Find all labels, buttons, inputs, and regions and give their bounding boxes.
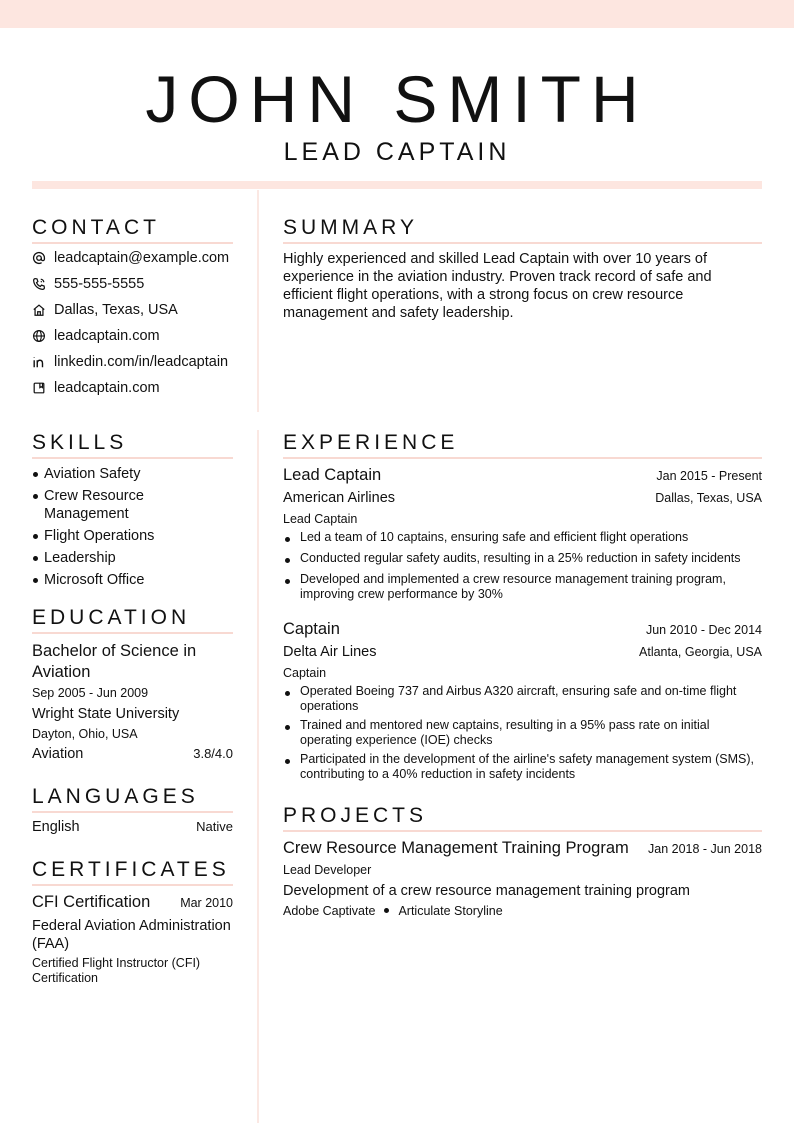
job-location: Dallas, Texas, USA <box>655 491 762 505</box>
skill-item: Leadership <box>32 549 232 567</box>
education-location: Dayton, Ohio, USA <box>32 727 138 741</box>
job-dates: Jan 2015 - Present <box>656 469 762 483</box>
tool-separator-dot <box>384 908 389 913</box>
job-location: Atlanta, Georgia, USA <box>639 645 762 659</box>
column-divider-bottom <box>257 430 259 1123</box>
education-gpa: 3.8/4.0 <box>193 746 233 761</box>
home-icon <box>32 303 54 317</box>
summary-text: Highly experienced and skilled Lead Captain with over 10 years of experience in the aviation industry. Proven track record of safe and efficient flight operations, with a strong focus on crew resource management and safety leadership. <box>283 251 712 321</box>
column-divider-top <box>257 190 259 412</box>
job-bullet: Trained and mentored new captains, resulting in a 95% pass rate on initial operating experience (IOE) checks <box>283 718 762 748</box>
job-title: Captain <box>283 620 340 638</box>
contact-email-text: leadcaptain@example.com <box>54 250 230 266</box>
contact-address-text: Dallas, Texas, USA <box>54 302 178 318</box>
certificate-date: Mar 2010 <box>180 896 233 910</box>
education-dates: Sep 2005 - Jun 2009 <box>32 686 149 700</box>
project-description: Development of a crew resource management training program <box>283 883 691 899</box>
language-name: English <box>32 819 80 835</box>
certificates-title: CERTIFICATES <box>32 858 233 886</box>
education-degree: Bachelor of Science in Aviation <box>32 642 197 681</box>
skill-item: Aviation Safety <box>32 465 232 483</box>
job-bullet: Conducted regular safety audits, resulting in a 25% reduction in safety incidents <box>283 551 762 566</box>
candidate-role: LEAD CAPTAIN <box>283 138 511 166</box>
certificate-row <box>32 893 233 912</box>
skill-item: Microsoft Office <box>32 571 232 589</box>
job-bullet: Led a team of 10 captains, ensuring safe and efficient flight operations <box>283 530 762 545</box>
top-accent-bar <box>0 0 794 28</box>
projects-title: PROJECTS <box>283 804 762 832</box>
project-name: Crew Resource Management Training Program <box>283 839 629 857</box>
project-header <box>283 839 762 858</box>
job-header <box>283 466 762 485</box>
education-school: Wright State University <box>32 706 180 722</box>
job-role: Captain <box>283 666 327 680</box>
job-company-row <box>283 490 762 506</box>
skill-item: Crew Resource Management <box>32 487 232 523</box>
certificate-name: CFI Certification <box>32 893 151 911</box>
job-company-row <box>283 644 762 660</box>
contact-phone[interactable] <box>32 274 144 294</box>
contact-linkedin-text: linkedin.com/in/leadcaptain <box>54 354 229 370</box>
languages-title: LANGUAGES <box>32 785 233 813</box>
job-header <box>283 620 762 639</box>
project-tool: Adobe Captivate <box>283 904 376 918</box>
job-bullet: Operated Boeing 737 and Airbus A320 aircraft, ensuring safe and on-time flight operations <box>283 684 762 714</box>
contact-phone-text: 555-555-5555 <box>54 276 145 292</box>
job-title: Lead Captain <box>283 466 382 484</box>
contact-linkedin[interactable] <box>32 352 228 372</box>
summary-title: SUMMARY <box>283 216 762 244</box>
job-bullet: Participated in the development of the airline's safety management system (SMS), contributing to a 40% reduction in safety incidents <box>283 752 762 782</box>
phone-icon <box>32 277 54 291</box>
language-level: Native <box>196 819 233 834</box>
project-dates: Jan 2018 - Jun 2018 <box>648 842 762 856</box>
certificate-description: Certified Flight Instructor (CFI) Certification <box>32 956 201 985</box>
education-title: EDUCATION <box>32 606 233 634</box>
project-role: Lead Developer <box>283 863 372 877</box>
contact-portfolio-text: leadcaptain.com <box>54 380 160 396</box>
skill-item: Flight Operations <box>32 527 232 545</box>
experience-title: EXPERIENCE <box>283 431 762 459</box>
project-tool: Articulate Storyline <box>398 904 503 918</box>
job-company: American Airlines <box>283 490 396 506</box>
job-company: Delta Air Lines <box>283 644 377 660</box>
candidate-name: JOHN SMITH <box>145 62 649 136</box>
globe-icon <box>32 329 54 343</box>
at-icon <box>32 251 54 265</box>
language-row <box>32 819 233 835</box>
contact-email[interactable] <box>32 248 229 268</box>
contact-website-text: leadcaptain.com <box>54 328 160 344</box>
job-dates: Jun 2010 - Dec 2014 <box>645 623 762 637</box>
portfolio-icon <box>32 381 54 395</box>
contact-website[interactable] <box>32 326 160 346</box>
job-role: Lead Captain <box>283 512 358 526</box>
education-field: Aviation <box>32 746 84 762</box>
education-field-row <box>32 746 233 762</box>
project-tools <box>283 902 762 920</box>
contact-title: CONTACT <box>32 216 233 244</box>
contact-address <box>32 300 178 320</box>
contact-portfolio[interactable] <box>32 378 160 398</box>
job-bullet: Developed and implemented a crew resource management training program, improving crew performance by 30% <box>283 572 762 602</box>
certificate-issuer: Federal Aviation Administration (FAA) <box>32 918 231 952</box>
linkedin-icon <box>32 355 54 369</box>
header-divider <box>32 181 762 189</box>
skills-title: SKILLS <box>32 431 233 459</box>
